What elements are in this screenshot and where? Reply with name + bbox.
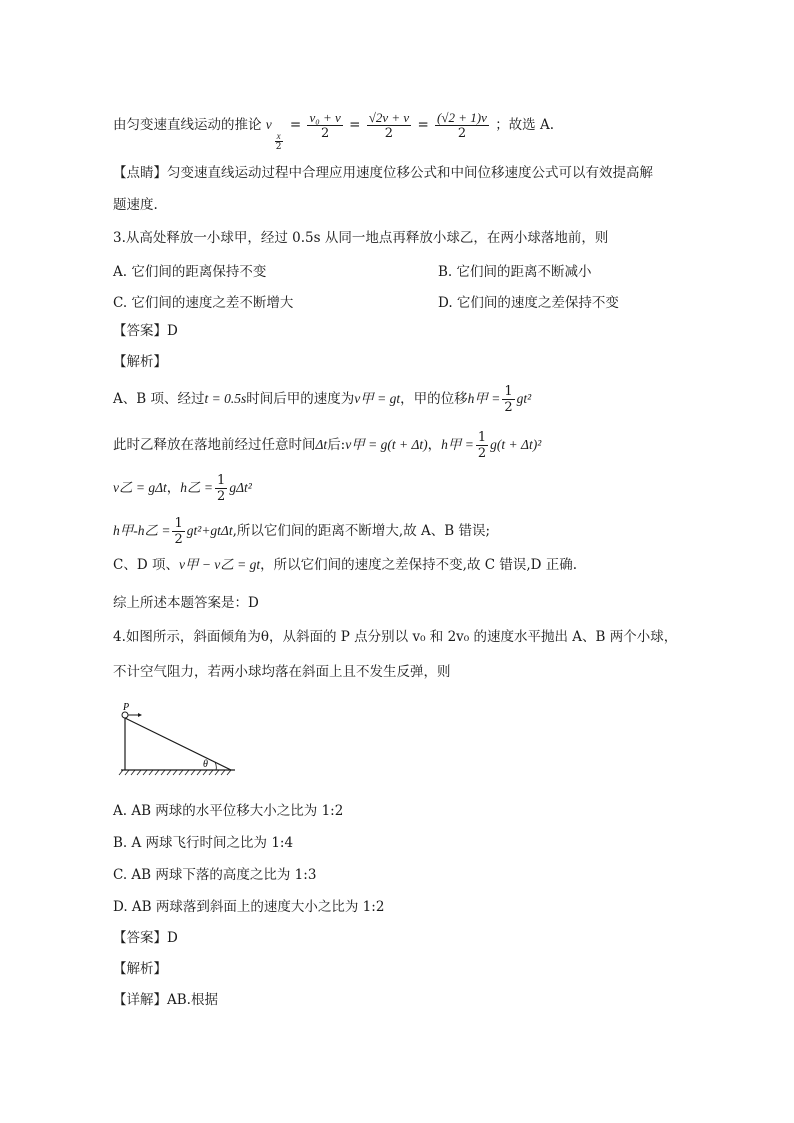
- q3-analysis-line-1: A、B 项、经过t = 0.5s时间后甲的速度为v甲 = gt，甲的位移h甲 = $\frac{1}{2}$ gt²: [113, 384, 532, 415]
- q3-option-b: B. 它们间的距离不断减小: [438, 264, 592, 280]
- eq-prefix: 由匀变速直线运动的推论: [113, 117, 262, 133]
- point-p-label: P: [123, 702, 130, 713]
- eq-suffix: ；故选 A.: [495, 117, 555, 133]
- eq-fraction-1: $\frac{\text{v₀ + v}}{2}$: [309, 110, 341, 141]
- q4-option-a: A. AB 两球的水平位移大小之比为 1:2: [113, 803, 344, 819]
- conclusion-equation-line: [113, 110, 554, 152]
- theta-label: θ: [203, 759, 208, 770]
- q3-option-a: A. 它们间的距离保持不变: [113, 264, 267, 280]
- eq-subscript-fraction: $\frac{x}{2}$: [275, 131, 282, 152]
- q4-option-c: C. AB 两球下落的高度之比为 1:3: [113, 867, 317, 883]
- eq-v: v: [265, 117, 272, 132]
- q4-stem-2: 不计空气阻力，若两小球均落在斜面上且不发生反弹，则: [113, 664, 451, 680]
- q3-analysis-line-2: 此时乙释放在落地前经过任意时间Δt后:v甲 = g(t + Δt)，h甲 = $\frac{1}{2}$ g(t + Δt)²: [113, 430, 542, 461]
- q3-option-c: C. 它们间的速度之差不断增大: [113, 295, 294, 311]
- q4-answer: 【答案】D: [113, 930, 178, 946]
- incline-figure: [113, 700, 243, 778]
- dianjing-line-2: 题速度.: [113, 197, 158, 213]
- q3-analysis-line-5: C、D 项、v甲 − v乙 = gt，所以它们间的速度之差保持不变,故 C 错误,D 正确.: [113, 557, 578, 573]
- q4-stem-1: 4.如图所示，斜面倾角为θ，从斜面的 P 点分别以 v₀ 和 2v₀ 的速度水平抛出 A、B 两个小球，: [113, 629, 678, 645]
- q3-summary: 综上所述本题答案是：D: [113, 595, 259, 611]
- q4-analysis-title: 【解析】: [113, 961, 167, 977]
- q3-analysis-line-4: h甲-h乙 = $\frac{1}{2}$ gt²+gtΔt,所以它们间的距离不断增大,故 A、B 错误;: [113, 516, 490, 547]
- q3-analysis-title: 【解析】: [113, 354, 167, 370]
- eq-fraction-3: $\frac{(√2 + 1)v}{2}$: [437, 110, 487, 141]
- eq-equals: =: [349, 117, 361, 133]
- eq-fraction-2: $\frac{√2v + v}{2}$: [368, 110, 410, 141]
- q4-detail: 【详解】AB.根据: [113, 992, 218, 1008]
- q4-option-d: D. AB 两球落到斜面上的速度大小之比为 1:2: [113, 899, 385, 915]
- q3-answer: 【答案】D: [113, 323, 178, 339]
- dianjing-line-1: 【点睛】匀变速直线运动过程中合理应用速度位移公式和中间位移速度公式可以有效提高解: [113, 165, 653, 181]
- eq-equals: =: [417, 117, 429, 133]
- eq-equals: =: [289, 117, 302, 133]
- q3-option-d: D. 它们间的速度之差保持不变: [438, 295, 619, 311]
- q3-stem: 3.从高处释放一小球甲，经过 0.5s 从同一地点再释放小球乙，在两小球落地前，则: [113, 230, 609, 246]
- q3-analysis-line-3: v乙 = gΔt，h乙 = $\frac{1}{2}$ gΔt²: [113, 473, 252, 504]
- q4-option-b: B. A 两球飞行时间之比为 1:4: [113, 835, 294, 851]
